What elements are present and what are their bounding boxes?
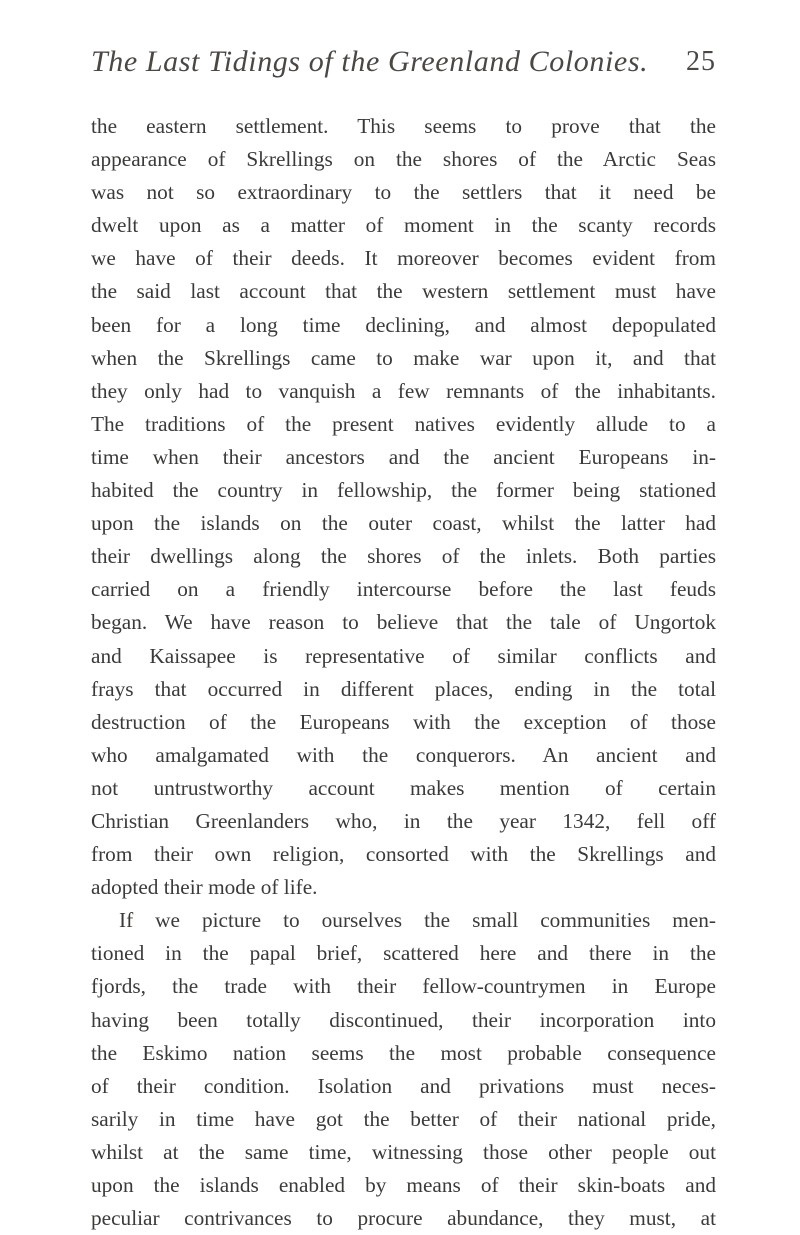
text-line: they only had to vanquish a few remnants of the inhabitants. [91, 378, 716, 403]
text-line: upon the islands enabled by means of their skin-boats and [91, 1173, 716, 1197]
page-number: 25 [686, 46, 716, 77]
paragraph-first-line: If we picture to ourselves the small communities men- [119, 908, 716, 933]
text-line: their dwellings along the shores of the inlets. Both parties [91, 544, 716, 569]
text-line: destruction of the Europeans with the exception of those [91, 709, 716, 734]
body-text [91, 110, 716, 1235]
text-line: upon the islands on the outer coast, whilst the latter had [91, 511, 716, 536]
text-line: when the Skrellings came to make war upon it, and that [91, 345, 716, 370]
text-line: carried on a friendly intercourse before the last feuds [91, 577, 716, 602]
text-line: The traditions of the present natives evidently allude to a [91, 411, 716, 436]
text-line: from their own religion, consorted with the Skrellings and [91, 842, 716, 867]
text-line: fjords, the trade with their fellow-countrymen in Europe [91, 974, 716, 999]
text-line: the said last account that the western settlement must have [91, 279, 716, 304]
text-line: habited the country in fellowship, the former being stationed [91, 478, 716, 503]
text-line: was not so extraordinary to the settlers that it need be [91, 180, 716, 205]
paragraph-last-line: adopted their mode of life. [91, 875, 318, 900]
running-title: The Last Tidings of the Greenland Colonies. [91, 45, 649, 78]
text-line: whilst at the same time, witnessing those other people out [91, 1139, 716, 1164]
text-line: of their condition. Isolation and privations must neces- [91, 1073, 716, 1098]
text-line: appearance of Skrellings on the shores of the Arctic Seas [91, 147, 716, 172]
text-line: been for a long time declining, and almost depopulated [91, 312, 716, 337]
text-line: not untrustworthy account makes mention of certain [91, 775, 716, 800]
text-line: who amalgamated with the conquerors. An ancient and [91, 742, 716, 767]
text-line: dwelt upon as a matter of moment in the scanty records [91, 213, 716, 238]
running-head [91, 45, 716, 89]
text-line: and Kaissapee is representative of similar conflicts and [91, 643, 716, 668]
text-line: having been totally discontinued, their incorporation into [91, 1007, 716, 1032]
text-line: tioned in the papal brief, scattered here and there in the [91, 941, 716, 966]
text-line: time when their ancestors and the ancient Europeans in- [91, 444, 716, 469]
text-line: began. We have reason to believe that the tale of Ungortok [91, 610, 716, 635]
text-line: sarily in time have got the better of their national pride, [91, 1106, 716, 1131]
text-line: peculiar contrivances to procure abundance, they must, at [91, 1206, 716, 1231]
text-line: the eastern settlement. This seems to prove that the [91, 114, 716, 138]
text-line: Christian Greenlanders who, in the year 1342, fell off [91, 808, 716, 833]
text-line: frays that occurred in different places, ending in the total [91, 676, 716, 701]
text-line: the Eskimo nation seems the most probable consequence [91, 1040, 716, 1065]
text-line: we have of their deeds. It moreover becomes evident from [91, 246, 716, 271]
